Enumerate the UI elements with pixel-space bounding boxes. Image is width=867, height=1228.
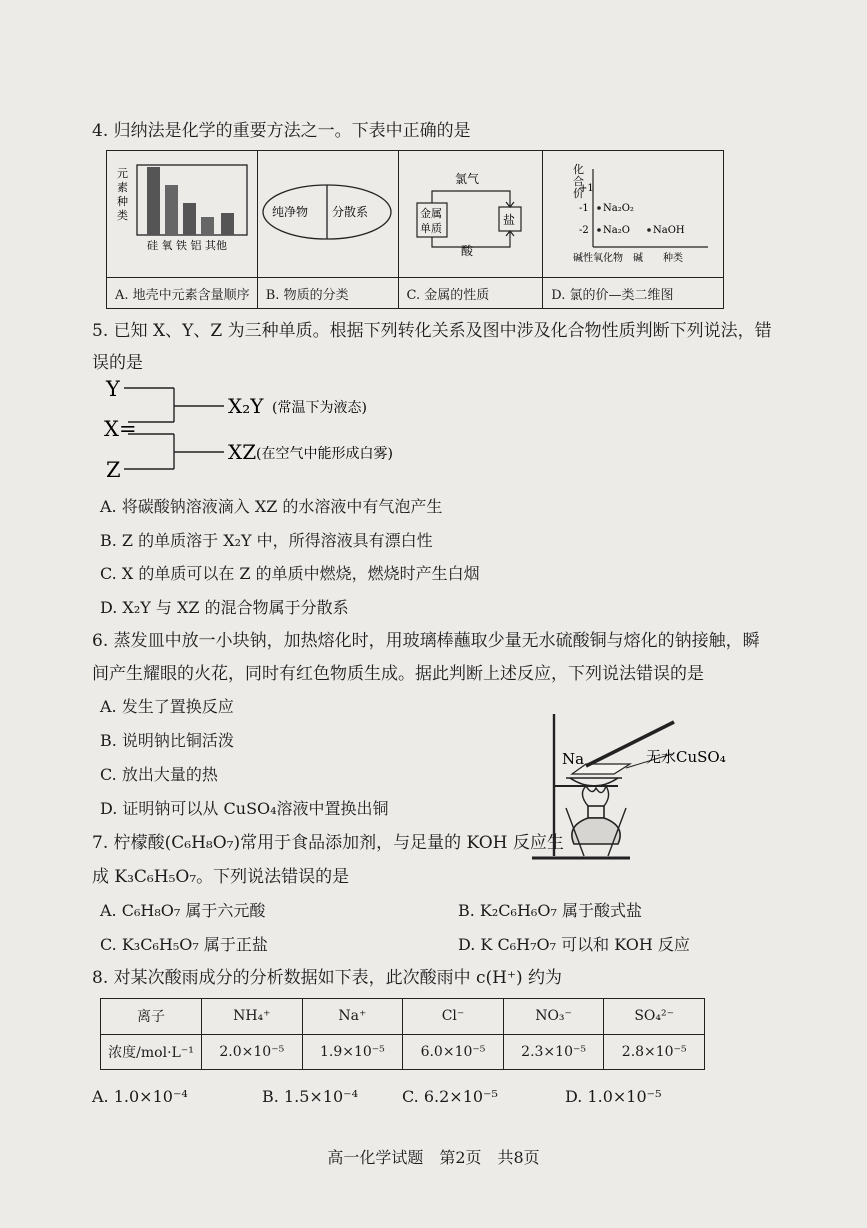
q5-option-d: D. X₂Y 与 XZ 的混合物属于分散系 [100,598,349,617]
diagram-product-2-note: (在空气中能形成白雾) [256,446,393,462]
xlabel: 硅 氧 铁 铝 其他 [147,239,227,252]
ylabel-char: 元 [117,167,128,180]
cell-nh4: 2.0×10⁻⁵ [202,1034,303,1070]
diagram-product-2: XZ [228,440,257,464]
q4-caption-a: A. 地壳中元素含量顺序 [107,278,258,309]
diagram-x: X= [104,417,137,441]
q6-stem-2: 间产生耀眼的火花，同时有红色物质生成。据此判断上述反应，下列说法错误的是 [92,664,704,684]
q6-option-d: D. 证明钠可以从 CuSO₄溶液中置换出铜 [100,799,389,818]
q6-stem-1: 6. 蒸发皿中放一小块钠，加热熔化时，用玻璃棒蘸取少量无水硫酸铜与熔化的钠接触，瞬 [92,631,760,651]
label-metal: 金属 [419,207,442,220]
q6-option-a: A. 发生了置换反应 [100,697,234,716]
metal-property-diagram [399,151,541,273]
q4-stem: 4. 归纳法是化学的重要方法之一。下表中正确的是 [92,121,471,141]
header-cl: Cl⁻ [403,999,504,1035]
q4-caption-b: B. 物质的分类 [257,278,398,309]
label-cuso4: 无水CuSO₄ [646,748,726,766]
label-dispersion: 分散系 [331,205,368,219]
q7-option-a: A. C₆H₈O₇ 属于六元酸 [100,901,266,920]
label-chlorine: 氯气 [454,172,479,186]
bar-fe [183,203,196,235]
q8-option-a: A. 1.0×10⁻⁴ [92,1087,188,1106]
diagram-y: Y [106,377,120,401]
diagram-product-1-note: (常温下为液态) [272,400,367,416]
q4-caption-c: C. 金属的性质 [398,278,543,309]
tick: -2 [579,225,589,236]
point-na2o2: Na₂O₂ [603,203,635,214]
q6-option-c: C. 放出大量的热 [100,765,218,784]
q8-stem: 8. 对某次酸雨成分的分析数据如下表，此次酸雨中 c(H⁺) 约为 [92,968,563,988]
q5-option-a: A. 将碳酸钠溶液滴入 XZ 的水溶液中有气泡产生 [100,497,443,516]
q8-option-c: C. 6.2×10⁻⁵ [402,1087,498,1106]
q7-option-d: D. K C₆H₇O₇ 可以和 KOH 反应 [458,935,690,954]
tick: -1 [579,203,589,214]
valence-class-chart [543,151,721,273]
element-abundance-chart [107,151,255,273]
page-footer: 高一化学试题 第2页 共8页 [327,1148,540,1167]
ylabel-char: 素 [117,181,128,194]
q7-option-b: B. K₂C₆H₆O₇ 属于酸式盐 [458,901,642,920]
q8-option-d: D. 1.0×10⁻⁵ [565,1087,662,1106]
header-na: Na⁺ [302,999,403,1035]
classification-ellipse [258,151,396,273]
point-naoh: NaOH [653,225,685,236]
tick: +1 [579,183,594,194]
q8-option-b: B. 1.5×10⁻⁴ [262,1087,358,1106]
q4-caption-d: D. 氯的价—类二维图 [543,278,724,309]
q4-figure-a [107,151,258,278]
q4-figure-b [257,151,398,278]
q5-option-c: C. X 的单质可以在 Z 的单质中燃烧，燃烧时产生白烟 [100,564,480,583]
q4-figure-d [543,151,724,278]
header-nh4: NH₄⁺ [202,999,303,1035]
label-pure: 纯净物 [271,205,308,219]
ylabel-char: 价 [573,187,585,200]
label-acid: 酸 [460,244,473,258]
cell-no3: 2.3×10⁻⁵ [503,1034,604,1070]
header-so4: SO₄²⁻ [604,999,705,1035]
q8-ion-table [100,998,705,1070]
q5-reaction-diagram [100,376,420,484]
cell-cl: 6.0×10⁻⁵ [403,1034,504,1070]
diagram-z: Z [106,458,121,482]
q5-stem-2: 误的是 [92,353,143,373]
q5-option-b: B. Z 的单质溶于 X₂Y 中，所得溶液具有漂白性 [100,531,433,550]
q7-stem-2: 成 K₃C₆H₅O₇。下列说法错误的是 [92,867,350,887]
diagram-product-1: X₂Y [228,394,264,418]
point-na2o: Na₂O [603,225,631,236]
q7-stem-1: 7. 柠檬酸(C₆H₈O₇)常用于食品添加剂，与足量的 KOH 反应生 [92,833,564,853]
label-salt: 盐 [502,213,515,227]
ylabel-char: 合 [573,175,585,188]
bar-si [147,167,160,235]
bar-o [165,185,178,235]
label-na: Na [562,750,585,768]
row-label: 浓度/mol·L⁻¹ [101,1034,202,1070]
cell-na: 1.9×10⁻⁵ [302,1034,403,1070]
q4-figure-c [398,151,543,278]
header-no3: NO₃⁻ [503,999,604,1035]
bar-al [201,217,214,235]
ylabel-char: 种 [117,195,128,208]
label-metal-2: 单质 [419,222,442,235]
header-ion: 离子 [101,999,202,1035]
q4-table [106,150,724,309]
q5-stem-1: 5. 已知 X、Y、Z 为三种单质。根据下列转化关系及图中涉及化合物性质判断下列说法，错 [92,321,772,341]
q6-option-b: B. 说明钠比铜活泼 [100,731,234,750]
xlabel: 碱性氧化物 碱 种类 [573,253,684,264]
bar-other [221,213,234,235]
q7-option-c: C. K₃C₆H₅O₇ 属于正盐 [100,935,268,954]
ylabel-char: 化 [573,163,585,176]
ylabel-char: 类 [117,209,128,222]
cell-so4: 2.8×10⁻⁵ [604,1034,705,1070]
